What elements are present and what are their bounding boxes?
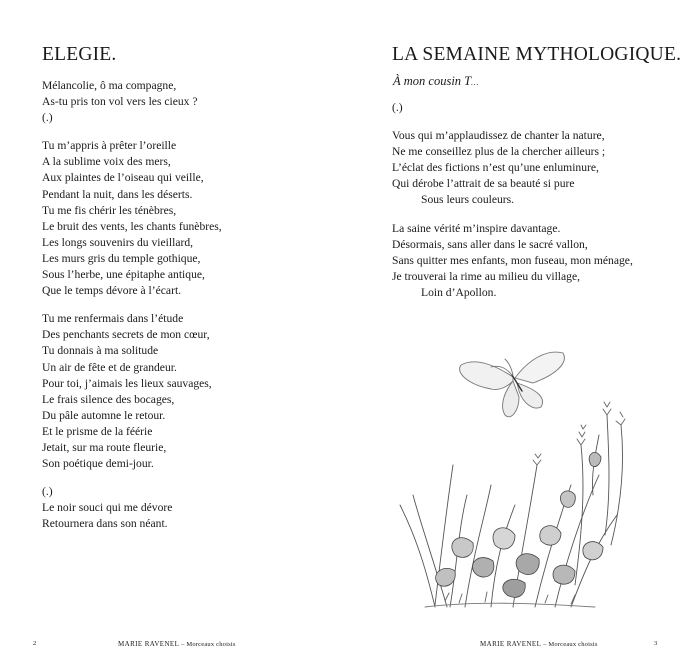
- verse-line-indented: Loin d’Apollon.: [421, 285, 497, 299]
- verse-line: Du pâle automne le retour.: [42, 408, 166, 422]
- poem-elegie: [42, 78, 222, 544]
- stanza: [392, 221, 633, 301]
- butterfly-plants-illustration: [395, 345, 645, 625]
- verse-line: Les longs souvenirs du vieillard,: [42, 235, 194, 249]
- poem-semaine: [392, 100, 633, 313]
- verse-line: Jetait, sur ma route fleurie,: [42, 440, 167, 454]
- verse-line: As-tu pris ton vol vers les cieux ?: [42, 95, 198, 109]
- page-number: 2: [33, 640, 37, 647]
- dedication-text: À mon cousin T: [393, 74, 472, 88]
- verse-line: (.): [42, 485, 53, 499]
- stanza: [392, 100, 633, 116]
- running-footer: [118, 640, 236, 648]
- verse-line: Retournera dans son néant.: [42, 517, 168, 531]
- verse-line: Mélancolie, ô ma compagne,: [42, 79, 177, 92]
- verse-line: L’éclat des fictions n’est qu’une enluminure,: [392, 161, 599, 175]
- verse-line: Des penchants secrets de mon cœur,: [42, 328, 210, 342]
- verse-line: Vous qui m’applaudissez de chanter la nature,: [392, 129, 605, 143]
- footer-work: – Morceaux choisis: [541, 641, 598, 648]
- verse-line: (.): [42, 111, 53, 125]
- right-page: [350, 0, 700, 665]
- verse-line: A la sublime voix des mers,: [42, 155, 171, 169]
- footer-author: MARIE RAVENEL: [480, 640, 542, 648]
- page-title: LA SEMAINE MYTHOLOGIQUE.: [392, 44, 682, 65]
- verse-line: Le bruit des vents, les chants funèbres,: [42, 219, 222, 233]
- dedication: [393, 74, 478, 89]
- verse-line: La saine vérité m’inspire davantage.: [392, 221, 561, 235]
- butterfly-icon: [460, 352, 565, 417]
- verse-line-indented: Sous leurs couleurs.: [421, 193, 515, 207]
- verse-line: Un air de fête et de grandeur.: [42, 360, 177, 374]
- page-number: 3: [654, 640, 658, 647]
- verse-line: Pendant la nuit, dans les déserts.: [42, 187, 193, 201]
- verse-line: Désormais, sans aller dans le sacré vallon,: [392, 237, 588, 251]
- verse-line: Le frais silence des bocages,: [42, 392, 175, 406]
- verse-line: Tu me fis chérir les ténèbres,: [42, 203, 177, 217]
- page-title: ELEGIE.: [42, 44, 117, 65]
- verse-line: Qui dérobe l’attrait de sa beauté si pure: [392, 177, 575, 191]
- dedication-ellipsis: …: [471, 78, 479, 87]
- verse-line: Sans quitter mes enfants, mon fuseau, mon ménage,: [392, 253, 633, 267]
- verse-line: Tu me renfermais dans l’étude: [42, 312, 184, 326]
- stanza: [392, 128, 633, 208]
- verse-line: Aux plaintes de l’oiseau qui veille,: [42, 171, 204, 185]
- verse-line: Et le prisme de la féérie: [42, 424, 153, 438]
- stanza: [42, 484, 222, 532]
- verse-line: Tu donnais à ma solitude: [42, 344, 159, 358]
- verse-line: (.): [392, 101, 403, 114]
- verse-line: Pour toi, j’aimais les lieux sauvages,: [42, 376, 212, 390]
- verse-line: Ne me conseillez plus de la chercher ailleurs ;: [392, 145, 606, 159]
- verse-line: Son poétique demi-jour.: [42, 457, 154, 471]
- stanza: [42, 311, 222, 472]
- verse-line: Sous l’herbe, une épitaphe antique,: [42, 268, 205, 282]
- footer-author: MARIE RAVENEL: [118, 640, 180, 648]
- stanza: [42, 138, 222, 299]
- footer-work: – Morceaux choisis: [179, 641, 236, 648]
- running-footer: [480, 640, 598, 648]
- verse-line: Je trouverai la rime au milieu du village,: [392, 269, 581, 283]
- verse-line: Les murs gris du temple gothique,: [42, 251, 201, 265]
- verse-line: Le noir souci qui me dévore: [42, 501, 173, 515]
- stanza: [42, 78, 222, 126]
- verse-line: Tu m’appris à prêter l’oreille: [42, 139, 177, 153]
- verse-line: Que le temps dévore à l’écart.: [42, 284, 182, 298]
